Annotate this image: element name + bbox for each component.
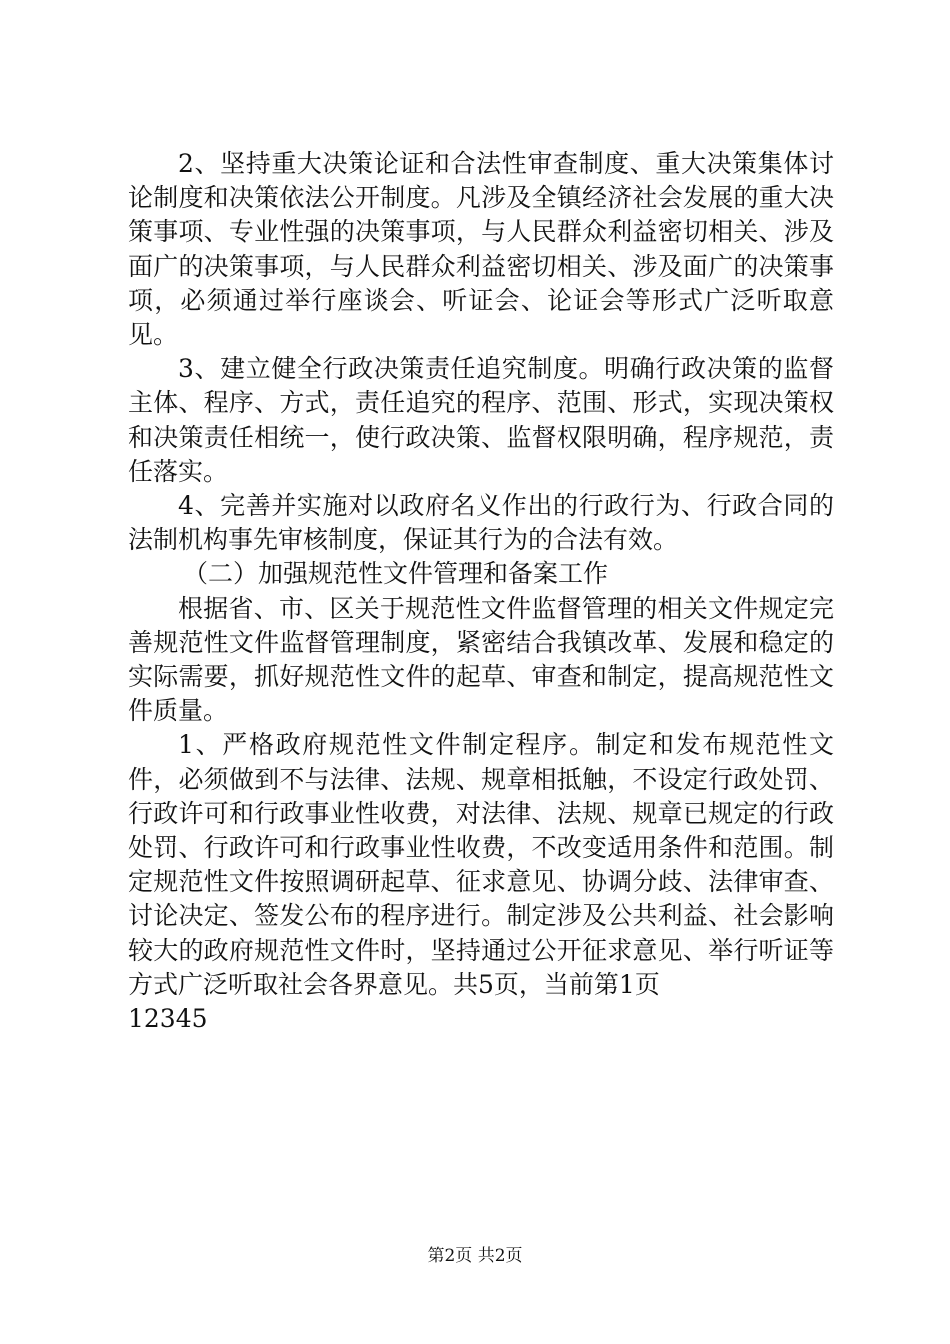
section-heading-normative-documents: （二）加强规范性文件管理和备案工作 <box>183 559 609 589</box>
paragraph-accountability: 3、建立健全行政决策责任追究制度。明确行政决策的监督主体、程序、方式，责任追究的程序、范围、形式，实现决策权和决策责任相统一，使行政决策、监督权限明确，程序规范，责任落实。 <box>128 354 834 486</box>
paragraph-formulation-procedure: 1、严格政府规范性文件制定程序。制定和发布规范性文件，必须做到不与法律、法规、规章相抵触，不设定行政处罚、行政许可和行政事业性收费，对法律、法规、规章已规定的行政处罚、行政许可和行政事业性收费，不改变适用条件和范围。制定规范性文件按照调研起草、征求意见、协调分歧、法律审查、讨论决定、签发公布的程序进行。制定涉及公共利益、社会影响较大的政府规范性文件时，坚持通过公开征求意见、举行听证等方式广泛听取社会各界意见。共5页，当前第1页 <box>128 730 834 999</box>
paragraph-normative-management: 根据省、市、区关于规范性文件监督管理的相关文件规定完善规范性文件监督管理制度，紧密结合我镇改革、发展和稳定的实际需要，抓好规范性文件的起草、审查和制定，提高规范性文件质量。 <box>128 593 834 726</box>
page-number-sequence: 12345 <box>128 1004 208 1034</box>
document-body <box>128 147 834 1036</box>
page-footer: 第2页 共2页 <box>427 1246 523 1266</box>
paragraph-decision-review: 2、坚持重大决策论证和合法性审查制度、重大决策集体讨论制度和决策依法公开制度。凡涉及全镇经济社会发展的重大决策事项、专业性强的决策事项，与人民群众利益密切相关、涉及面广的决策事项，与人民群众利益密切相关、涉及面广的决策事项，必须通过举行座谈会、听证会、论证会等形式广泛听取意见。 <box>128 149 834 350</box>
paragraph-legal-review: 4、完善并实施对以政府名义作出的行政行为、行政合同的法制机构事先审核制度，保证其行为的合法有效。 <box>128 491 834 555</box>
